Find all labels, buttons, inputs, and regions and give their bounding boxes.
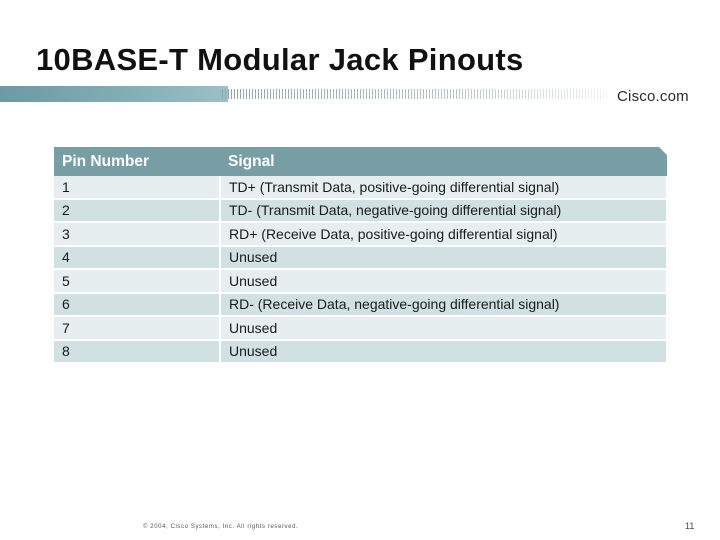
signal-cell: Unused xyxy=(220,316,667,340)
header-band-solid xyxy=(0,86,228,102)
signal-cell: TD- (Transmit Data, negative-going differential signal) xyxy=(220,199,667,223)
table-row xyxy=(54,199,667,223)
signal-cell: TD+ (Transmit Data, positive-going differential signal) xyxy=(220,176,667,199)
column-header-signal: Signal xyxy=(220,147,667,176)
pin-cell: 1 xyxy=(54,176,220,199)
table-row xyxy=(54,293,667,317)
signal-cell: Unused xyxy=(220,269,667,293)
header-band xyxy=(0,86,720,102)
signal-cell: RD- (Receive Data, negative-going differential signal) xyxy=(220,293,667,317)
table-row xyxy=(54,222,667,246)
page-number: 11 xyxy=(685,521,695,531)
table-corner-notch xyxy=(659,147,668,156)
signal-cell: Unused xyxy=(220,246,667,270)
table-row xyxy=(54,246,667,270)
pinout-table-container xyxy=(54,147,668,364)
pin-cell: 7 xyxy=(54,316,220,340)
pinout-table xyxy=(54,147,668,364)
table-row xyxy=(54,176,667,199)
pin-cell: 6 xyxy=(54,293,220,317)
table-row xyxy=(54,316,667,340)
signal-cell: RD+ (Receive Data, positive-going differential signal) xyxy=(220,222,667,246)
signal-cell: Unused xyxy=(220,340,667,364)
column-header-pin: Pin Number xyxy=(54,147,220,176)
table-header-row xyxy=(54,147,667,176)
table-row xyxy=(54,269,667,293)
pin-cell: 5 xyxy=(54,269,220,293)
footer-copyright: © 2004, Cisco Systems, Inc. All rights reserved. xyxy=(143,524,299,530)
pin-cell: 8 xyxy=(54,340,220,364)
brand-logo-text: Cisco.com xyxy=(617,88,689,105)
table-row xyxy=(54,340,667,364)
header-band-fade xyxy=(222,89,607,99)
pin-cell: 2 xyxy=(54,199,220,223)
pin-cell: 3 xyxy=(54,222,220,246)
pin-cell: 4 xyxy=(54,246,220,270)
slide-title: 10BASE-T Modular Jack Pinouts xyxy=(36,42,524,77)
